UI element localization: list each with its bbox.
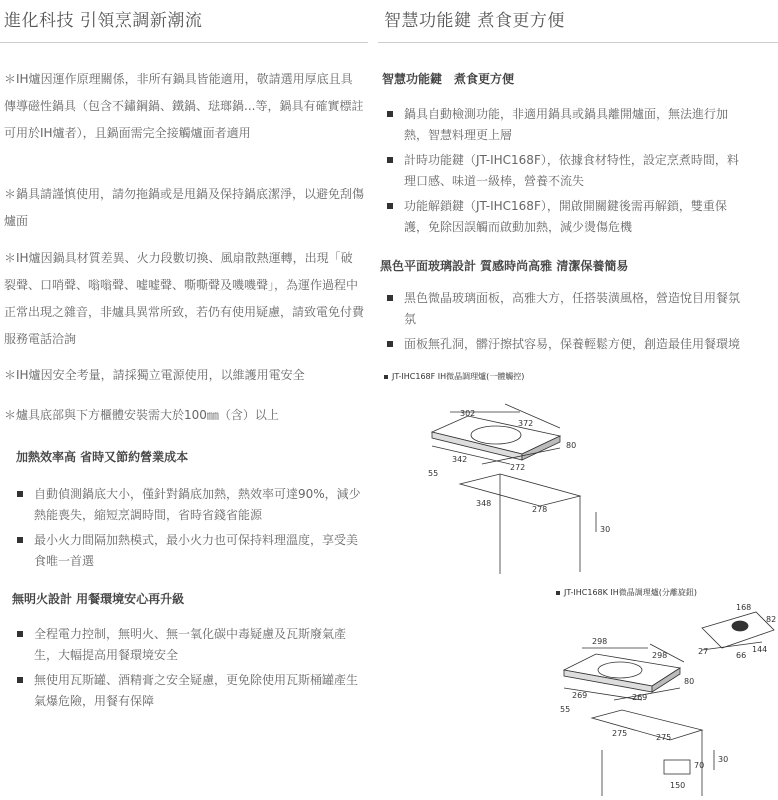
bullet-icon xyxy=(384,375,388,379)
dim-348: 348 xyxy=(476,499,492,508)
knob-cutout xyxy=(664,760,690,774)
dim-272: 272 xyxy=(510,463,526,472)
dim-30: 30 xyxy=(600,525,610,534)
bullet-icon xyxy=(17,537,23,543)
dim-275a: 275 xyxy=(612,729,628,738)
diagram2-drawing xyxy=(552,600,776,798)
left-title-divider xyxy=(0,42,368,43)
bullet-icon xyxy=(387,203,393,209)
hob2-cutout xyxy=(592,710,702,740)
note-cookware-compatibility: ＊IH爐因運作原理關係，非所有鍋具皆能適用，敬請選用厚底且具傳導磁性鍋具（包含不鏽鋼鍋、鐵鍋、琺瑯鍋...等，鍋具有確實標註可用於IH爐者），且鍋面需完全接觸爐面者適用 xyxy=(4,72,364,140)
dim-342: 342 xyxy=(452,455,468,464)
left-section2-heading: 無明火設計 用餐環境安心再升級 xyxy=(12,592,185,606)
list-item: 無使用瓦斯罐、酒精膏之安全疑慮，更免除使用瓦斯桶罐產生氣爆危險，用餐有保障 xyxy=(12,670,366,712)
left-section1-list xyxy=(12,484,366,576)
bullet-icon xyxy=(387,341,393,347)
diagram2-caption: JT-IHC168K IH微晶調理爐(分離旋鈕) xyxy=(556,587,697,598)
note-cookware-handling: ＊鍋具請謹慎使用，請勿拖鍋或是甩鍋及保持鍋底潔淨，以避免刮傷爐面 xyxy=(4,187,365,228)
dim-80: 80 xyxy=(684,677,695,686)
dim-269b: 269 xyxy=(632,693,648,702)
right-column-title: 智慧功能鍵 煮食更方便 xyxy=(384,11,565,31)
dim-275b: 275 xyxy=(656,733,672,742)
dim-144: 144 xyxy=(752,645,768,654)
left-section1-heading: 加熱效率高 省時又節約營業成本 xyxy=(16,450,189,464)
dim-55: 55 xyxy=(560,705,571,714)
list-item: 自動偵測鍋底大小，僅針對鍋底加熱，熱效率可達90%，減少熱能喪失，縮短烹調時間，省時省錢省能源 xyxy=(12,484,366,526)
note-operating-noise: ＊IH爐因鍋具材質差異、火力段數切換、風扇散熱運轉，出現「破裂聲、口哨聲、嗡嗡聲、嘘嘘聲、嘶嘶聲及嘰嘰聲」，為運作過程中正常出現之雜音，非爐具異常所致，若仍有使用疑慮，請致電免付費服務電話洽詢 xyxy=(4,251,365,346)
right-section1-heading: 智慧功能鍵 煮食更方便 xyxy=(382,72,515,86)
dim-269a: 269 xyxy=(572,691,588,700)
dim-150: 150 xyxy=(670,781,686,790)
bullet-icon xyxy=(387,157,393,163)
bullet-icon xyxy=(387,111,393,117)
list-item: 最小火力間隔加熱模式，最小火力也可保持料理溫度，享受美食唯一首選 xyxy=(12,530,366,572)
left-column-title: 進化科技 引領烹調新潮流 xyxy=(4,11,203,31)
dim-298b: 298 xyxy=(652,651,668,660)
right-section1-list xyxy=(382,104,742,242)
right-section2-heading: 黑色平面玻璃設計 質感時尚高雅 清潔保養簡易 xyxy=(380,259,629,273)
list-item: 全程電力控制，無明火、無一氧化碳中毒疑慮及瓦斯廢氣產生，大幅提高用餐環境安全 xyxy=(12,624,366,666)
list-item: 功能解鎖鍵（JT-IHC168F），開啟開關鍵後需再解鎖，雙重保護，免除因誤觸而啟動加熱，減少燙傷危機 xyxy=(382,196,742,238)
dim-70: 70 xyxy=(694,761,705,770)
bullet-icon xyxy=(387,295,393,301)
right-title-divider xyxy=(378,42,778,43)
list-item: 面板無孔洞，髒汙擦拭容易，保養輕鬆方便，創造最佳用餐環境 xyxy=(382,334,742,355)
dim-372: 372 xyxy=(518,419,534,428)
diagram1-drawing xyxy=(410,384,610,584)
dim-55: 55 xyxy=(428,469,439,478)
bullet-icon xyxy=(17,631,23,637)
dim-66: 66 xyxy=(736,651,747,660)
bullet-icon xyxy=(556,591,560,595)
dim-298a: 298 xyxy=(592,637,608,646)
dim-302: 302 xyxy=(460,409,476,418)
dim-80: 80 xyxy=(566,441,577,450)
dim-168: 168 xyxy=(736,603,752,612)
dim-278: 278 xyxy=(532,505,548,514)
knob-icon xyxy=(732,621,748,631)
list-item: 黑色微晶玻璃面板，高雅大方，任搭裝潢風格，營造悅目用餐氛氛 xyxy=(382,288,742,330)
right-section2-list xyxy=(382,288,742,356)
dim-27: 27 xyxy=(698,647,709,656)
left-section2-list xyxy=(12,624,366,716)
bullet-icon xyxy=(17,677,23,683)
diagram1-caption: JT-IHC168F IH微晶調理爐(一體觸控) xyxy=(384,371,524,382)
list-item: 計時功能鍵（JT-IHC168F），依據食材特性，設定烹煮時間，料理口感、味道一級棒，營養不流失 xyxy=(382,150,742,192)
dim-82: 82 xyxy=(766,615,776,624)
right-section2-clip xyxy=(382,288,752,356)
note-independent-power: ＊IH爐因安全考量，請採獨立電源使用，以維護用電安全 xyxy=(4,368,305,382)
dim-30: 30 xyxy=(718,755,729,764)
note-installation-clearance: ＊爐具底部與下方櫃體安裝需大於100㎜（含）以上 xyxy=(4,408,279,422)
list-item: 鍋具自動檢測功能，非適用鍋具或鍋具離開爐面，無法進行加熱，智慧料理更上層 xyxy=(382,104,742,146)
bullet-icon xyxy=(17,491,23,497)
